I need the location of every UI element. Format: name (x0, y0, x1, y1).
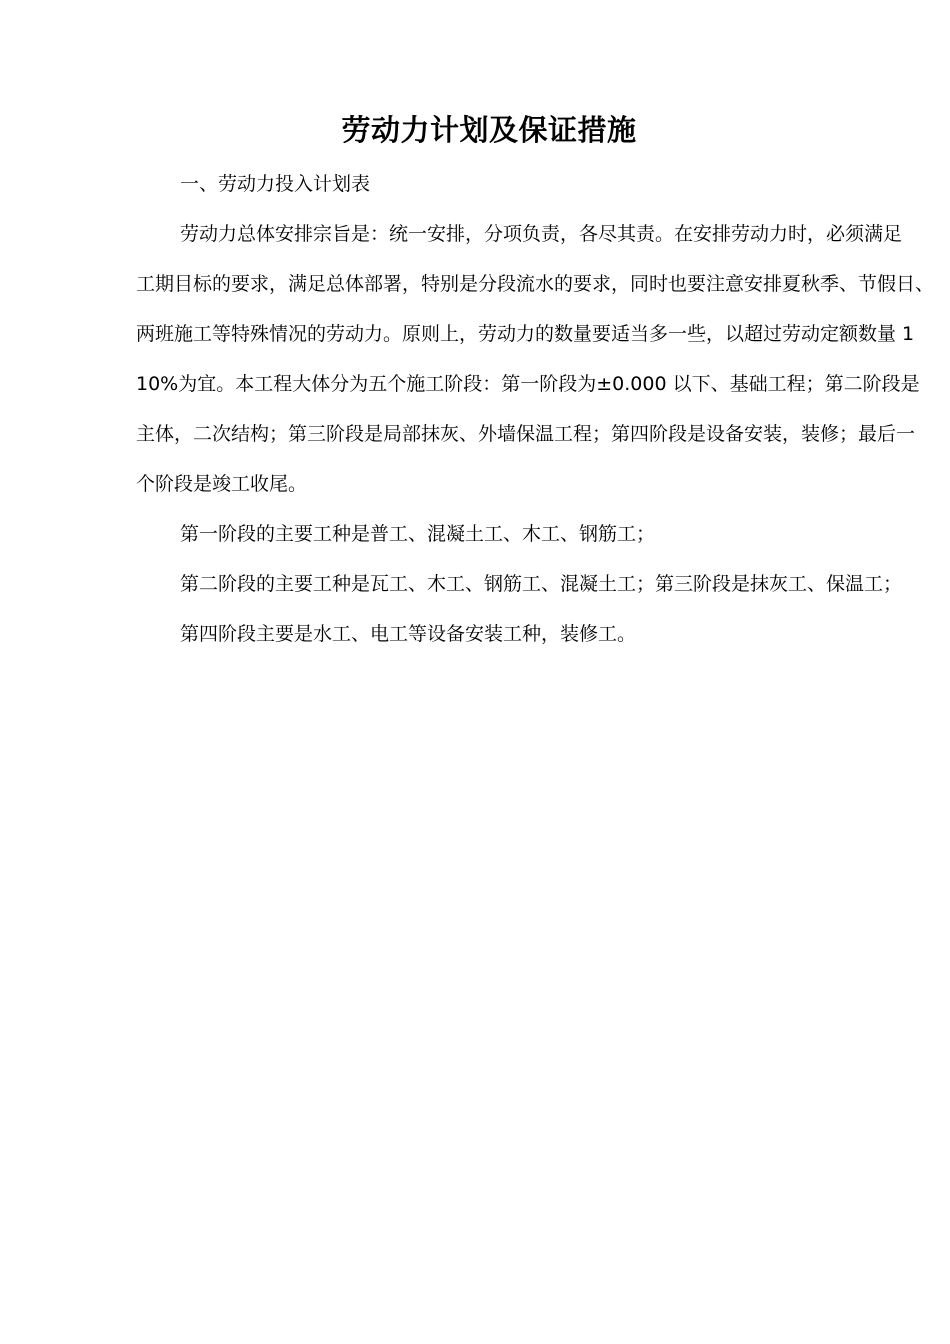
paragraph-line-5: 主体，二次结构；第三阶段是局部抹灰、外墙保温工程；第四阶段是设备安装，装修；最后一 (136, 423, 916, 445)
page-title: 劳动力计划及保证措施 (341, 113, 637, 147)
stage-2-3-workers: 第二阶段的主要工种是瓦工、木工、钢筋工、混凝土工；第三阶段是抹灰工、保温工； (180, 573, 903, 595)
paragraph-line-3: 两班施工等特殊情况的劳动力。原则上，劳动力的数量要适当多一些，以超过劳动定额数量 1 (136, 323, 915, 345)
paragraph-line-6: 个阶段是竣工收尾。 (136, 473, 308, 495)
paragraph-line-1: 劳动力总体安排宗旨是：统一安排，分项负责，各尽其责。在安排劳动力时，必须满足 (180, 223, 903, 245)
stage-1-workers: 第一阶段的主要工种是普工、混凝土工、木工、钢筋工； (180, 523, 656, 545)
section-heading: 一、劳动力投入计划表 (180, 173, 371, 195)
paragraph-line-2: 工期目标的要求，满足总体部署，特别是分段流水的要求，同时也要注意安排夏秋季、节假日、 (136, 273, 935, 295)
paragraph-line-4: 10%为宜。本工程大体分为五个施工阶段：第一阶段为±0.000 以下、基础工程；第二阶段是 (136, 373, 920, 395)
stage-4-workers: 第四阶段主要是水工、电工等设备安装工种，装修工。 (180, 623, 637, 645)
